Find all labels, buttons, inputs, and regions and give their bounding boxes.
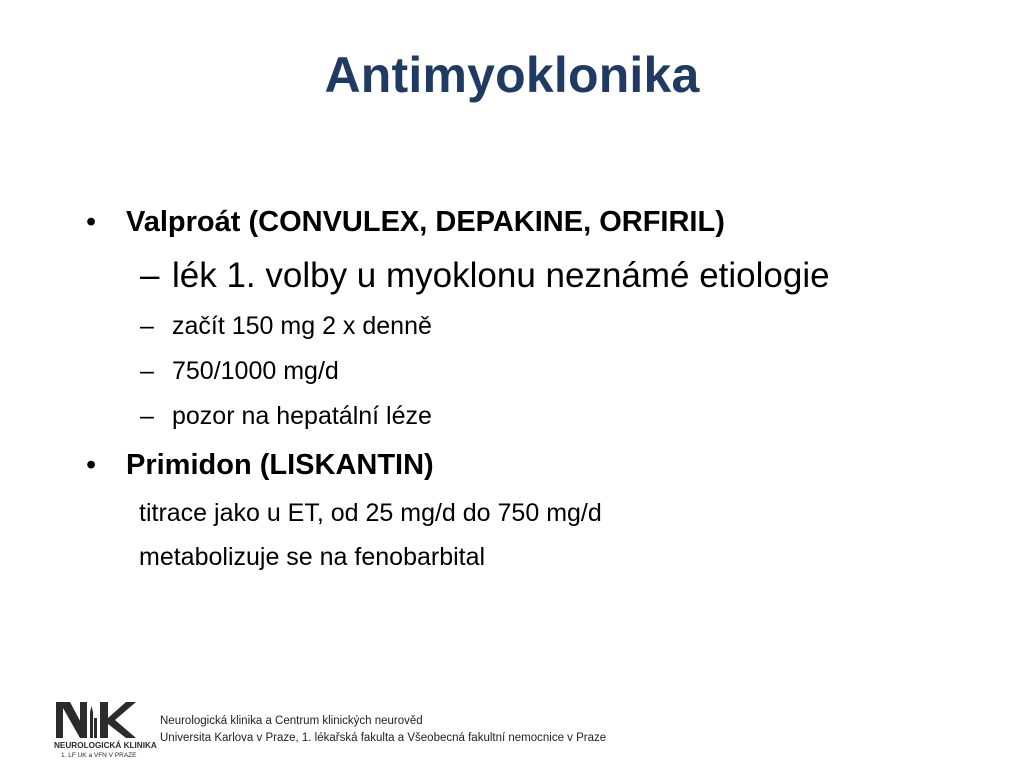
bullet-text: Primidon (LISKANTIN) <box>126 449 434 481</box>
sub-item-text: pozor na hepatální léze <box>172 402 432 430</box>
sub-item-text: 750/1000 mg/d <box>172 357 339 385</box>
plain-line-metabolism: metabolizuje se na fenobarbital <box>139 543 486 571</box>
sub-item-hepatic-warning <box>86 394 996 439</box>
footer-line-2: Universita Karlova v Praze, 1. lékařská fakulta a Všeobecná fakultní nemocnice v Praze <box>160 732 607 744</box>
dash-icon: – <box>140 256 160 295</box>
dash-icon: – <box>140 402 154 430</box>
sub-item-first-choice <box>86 248 996 304</box>
slide-content <box>86 196 996 579</box>
sub-item-daily-dose <box>86 349 996 394</box>
dash-icon: – <box>140 312 154 340</box>
bullet-item-primidon <box>86 439 996 491</box>
sub-item-start-dose <box>86 304 996 349</box>
bullet-text: Valproát (CONVULEX, DEPAKINE, ORFIRIL) <box>126 206 725 238</box>
sub-item-text: lék 1. volby u myoklonu neznámé etiologie <box>172 256 830 295</box>
logo-name: NEUROLOGICKÁ KLINIKA <box>54 741 157 750</box>
bullet-item-valproat <box>86 196 996 248</box>
neurologicka-klinika-logo <box>52 698 157 760</box>
slide-title: Antimyoklonika <box>324 47 700 103</box>
footer-line-1: Neurologická klinika a Centrum klinických neurověd <box>160 715 423 727</box>
logo-subtitle: 1. LF UK a VFN V PRAZE <box>61 752 137 759</box>
footer-text <box>160 713 606 747</box>
dash-icon: – <box>140 357 154 385</box>
sub-item-text: začít 150 mg 2 x denně <box>172 312 432 340</box>
bullet-icon: • <box>86 206 97 238</box>
bullet-icon: • <box>86 449 97 481</box>
plain-line-titration: titrace jako u ET, od 25 mg/d do 750 mg/d <box>139 499 602 527</box>
